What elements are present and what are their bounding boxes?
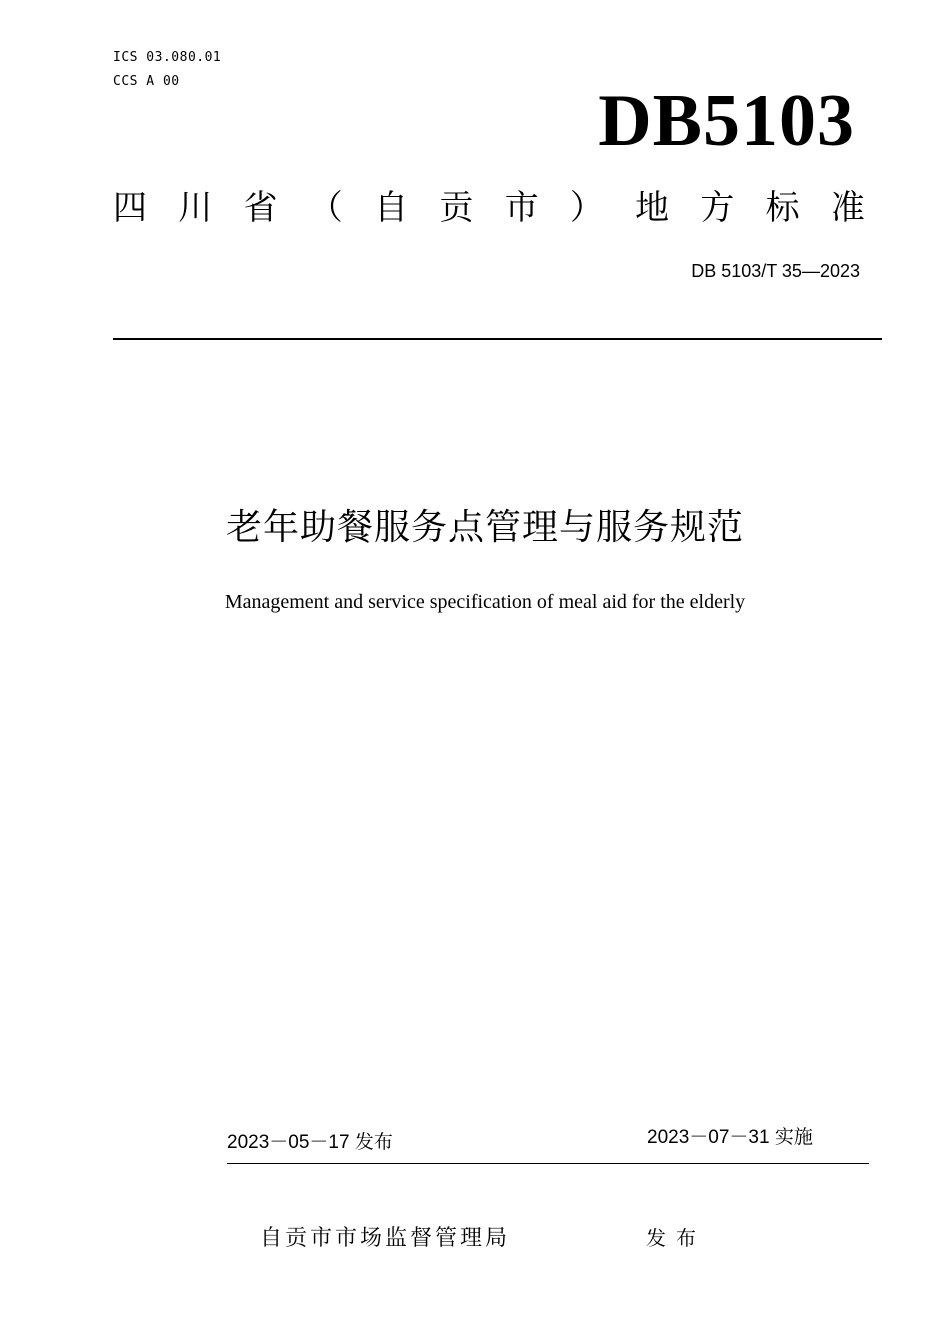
standard-type-char: 地 — [635, 188, 670, 228]
ccs-code: CCS A 00 — [113, 74, 180, 89]
standard-type-char: ） — [569, 188, 604, 228]
standard-type-char: 准 — [830, 188, 865, 228]
ics-code: ICS 03.080.01 — [113, 50, 222, 65]
standard-type-char: 贡 — [439, 188, 474, 228]
bottom-divider — [227, 1163, 869, 1164]
document-title-chinese: 老年助餐服务点管理与服务规范 — [225, 507, 744, 548]
standard-code: DB5103 — [598, 80, 855, 162]
top-divider — [113, 338, 882, 340]
standard-type-char: 四 — [113, 188, 147, 228]
implementation-date: 2023－07－31 实施 — [647, 1127, 813, 1148]
document-title-english: Management and service specification of meal aid for the elderly — [224, 591, 746, 613]
standard-type-char: 川 — [178, 188, 213, 228]
publisher-name: 自贡市市场监督管理局 — [260, 1226, 511, 1251]
standard-number: DB 5103/T 35—2023 — [691, 261, 860, 281]
publish-label: 发布 — [646, 1226, 706, 1250]
standard-type-char: 自 — [374, 188, 409, 228]
standard-type-char: （ — [308, 188, 343, 228]
standard-type-char: 市 — [504, 188, 539, 228]
standard-type-char: 省 — [243, 188, 278, 228]
standard-type-heading — [113, 186, 865, 230]
standard-type-char: 标 — [765, 188, 800, 228]
issue-date: 2023－05－17 发布 — [227, 1132, 393, 1153]
standard-type-char: 方 — [700, 188, 735, 228]
